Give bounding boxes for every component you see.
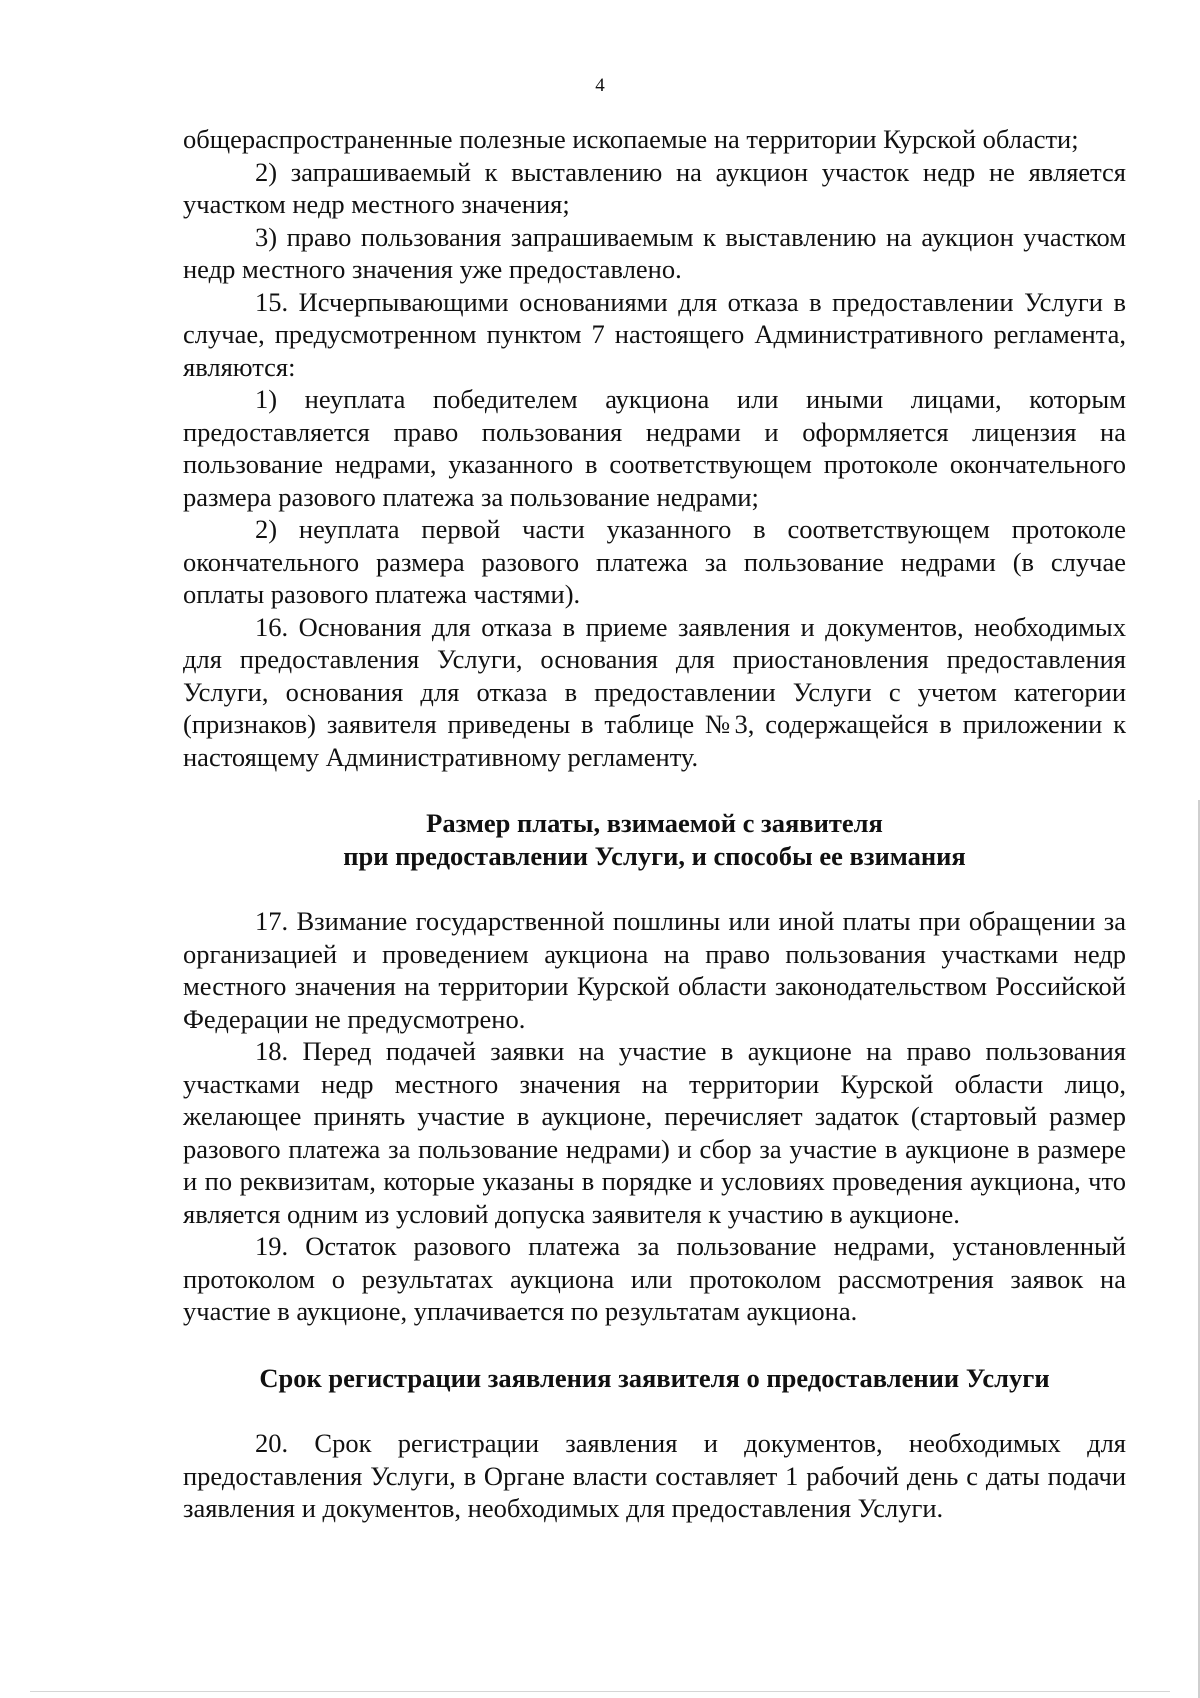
paragraph-item-3: 3) право пользования запрашиваемым к выставлению на аукцион участком недр местного значения уже предоставлено. <box>183 221 1126 284</box>
paragraph-continuation: общераспространенные полезные ископаемые на территории Курской области; <box>183 124 1079 154</box>
paragraph-17: 17. Взимание государственной пошлины или иной платы при обращении за организацией и проведением аукциона на право пользования участками недр местного значения на территории Курской области законодательством Российской Федерации не предусмотрено. <box>183 906 1126 1034</box>
section-registration-body <box>183 1427 1126 1525</box>
document-body <box>183 123 1126 1525</box>
page-number: 4 <box>595 75 605 96</box>
paragraph-15-item-1: 1) неуплата победителем аукциона или иными лицами, которым предоставляется право пользования недрами и оформляется лицензия на пользование недрами, указанного в соответствующем протоколе окончательного размера разового платежа за пользование недрами; <box>183 384 1126 512</box>
paragraph-15-item-2: 2) неуплата первой части указанного в соответствующем протоколе окончательного размера разового платежа за пользование недрами (в случае оплаты разового платежа частями). <box>183 514 1126 609</box>
heading-registration: Срок регистрации заявления заявителя о предоставлении Услуги <box>259 1362 1050 1393</box>
paragraph-15: 15. Исчерпывающими основаниями для отказа в предоставлении Услуги в случае, предусмотренном пунктом 7 настоящего Административного регламента, являются: <box>183 286 1126 382</box>
paragraph-item-2: 2) запрашиваемый к выставлению на аукцион участок недр не является участком недр местного значения; <box>183 156 1126 219</box>
section-heading-fee <box>183 807 1126 872</box>
paragraph-18: 18. Перед подачей заявки на участие в аукционе на право пользования участками недр местного значения на территории Курской области лицо, желающее принять участие в аукционе, перечисляет задаток (стартовый размер разового платежа за пользование недрами) и сбор за участие в аукционе в размере и по реквизитам, которые указаны в порядке и условиях проведения аукциона, что является одним из условий допуска заявителя к участию в аукционе. <box>183 1036 1126 1229</box>
paragraph-19: 19. Остаток разового платежа за пользование недрами, установленный протоколом о результатах аукциона или протоколом рассмотрения заявок на участие в аукционе, уплачивается по результатам аукциона. <box>183 1231 1126 1326</box>
paragraph-16: 16. Основания для отказа в приеме заявления и документов, необходимых для предоставления Услуги, основания для приостановления предоставления Услуги, основания для отказа в предоставлении Услуги с учетом категории (признаков) заявителя приведены в таблице №3, содержащейся в приложении к настоящему Административному регламенту. <box>183 611 1126 772</box>
section-fee-body <box>183 905 1126 1328</box>
heading-fee-line-2: при предоставлении Услуги, и способы ее взимания <box>343 840 966 871</box>
scan-bottom-line <box>30 1691 1170 1692</box>
section-heading-registration <box>183 1362 1126 1395</box>
heading-fee-line-1: Размер платы, взимаемой с заявителя <box>426 808 883 838</box>
paragraph-20: 20. Срок регистрации заявления и документов, необходимых для предоставления Услуги, в Органе власти составляет 1 рабочий день с даты подачи заявления и документов, необходимых для предоставления Услуги. <box>183 1428 1126 1523</box>
